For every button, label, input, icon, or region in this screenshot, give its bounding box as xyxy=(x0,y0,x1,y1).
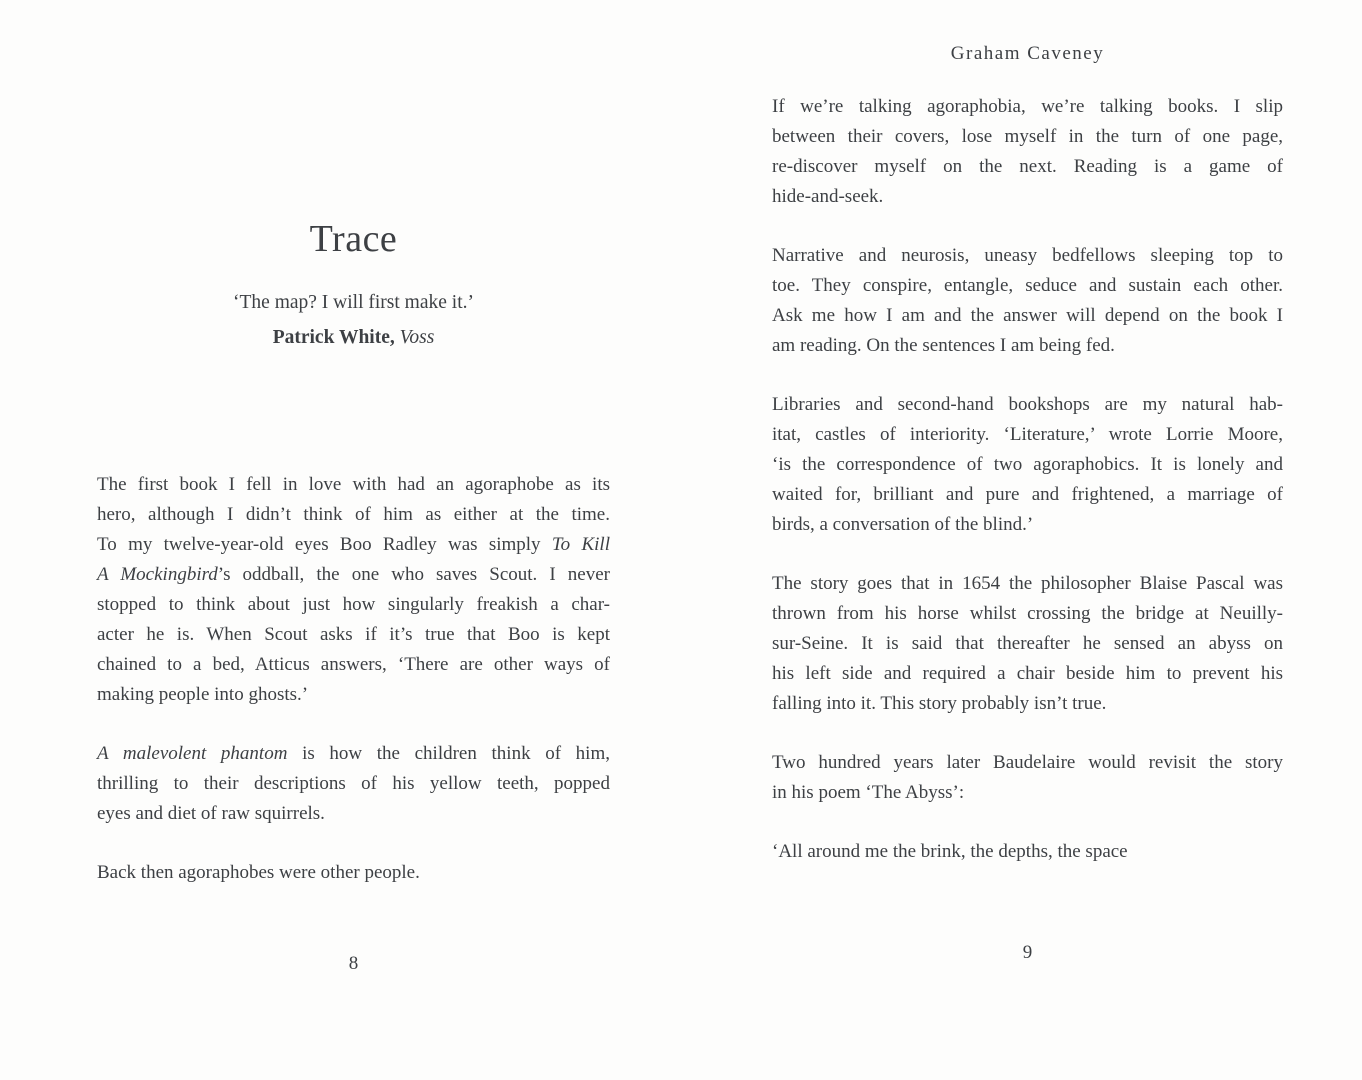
text-line: stopped to think about just how singularly freakish a char- xyxy=(97,594,610,615)
text-line: itat, castles of interiority. ‘Literature,’ wrote Lorrie Moore, xyxy=(772,424,1283,445)
text-line: sur-Seine. It is said that thereafter he sensed an abyss on xyxy=(772,633,1283,654)
paragraph xyxy=(772,569,1283,719)
paragraph xyxy=(772,241,1283,361)
text-line: ‘All around me the brink, the depths, the space xyxy=(772,841,1128,862)
text-line: his left side and required a chair beside him to prevent his xyxy=(772,663,1283,684)
text-line: waited for, brilliant and pure and frightened, a marriage of xyxy=(772,484,1283,505)
running-header: Graham Caveney xyxy=(950,43,1105,64)
epigraph xyxy=(97,288,610,353)
paragraph xyxy=(772,390,1283,540)
text-line: falling into it. This story probably isn’t true. xyxy=(772,693,1107,714)
text-line: A Mockingbird’s oddball, the one who saves Scout. I never xyxy=(97,564,611,585)
text-line: hide-and-seek. xyxy=(772,186,884,207)
paragraph xyxy=(97,739,610,829)
text-line: The story goes that in 1654 the philosopher Blaise Pascal was xyxy=(772,573,1283,594)
paragraph xyxy=(772,837,1283,867)
text-line: thrilling to their descriptions of his yellow teeth, popped xyxy=(97,773,610,794)
text-line: thrown from his horse whilst crossing the bridge at Neuilly- xyxy=(772,603,1283,624)
paragraph xyxy=(772,748,1283,808)
right-page xyxy=(772,0,1283,1080)
text-line: To my twelve-year-old eyes Boo Radley was simply To Kill xyxy=(97,534,610,555)
text-line: re-discover myself on the next. Reading is a game of xyxy=(772,156,1283,177)
right-page-body xyxy=(772,92,1283,896)
text-line: ‘is the correspondence of two agoraphobics. It is lonely and xyxy=(772,454,1283,475)
text-line: Back then agoraphobes were other people. xyxy=(97,862,420,883)
text-line: hero, although I didn’t think of him as either at the time. xyxy=(97,504,610,525)
paragraph xyxy=(97,470,610,710)
page-number-right: 9 xyxy=(1022,942,1033,963)
paragraph xyxy=(772,92,1283,212)
text-line: making people into ghosts.’ xyxy=(97,684,309,705)
left-page xyxy=(97,0,610,1080)
text-line: in his poem ‘The Abyss’: xyxy=(772,782,965,803)
text-line: between their covers, lose myself in the turn of one page, xyxy=(772,126,1283,147)
text-line: Ask me how I am and the answer will depend on the book I xyxy=(772,305,1283,326)
text-line: toe. They conspire, entangle, seduce and sustain each other. xyxy=(772,275,1283,296)
text-line: birds, a conversation of the blind.’ xyxy=(772,514,1034,535)
epigraph-quote: ‘The map? I will first make it.’ xyxy=(233,292,474,313)
page-number-left: 8 xyxy=(348,953,359,974)
left-page-body xyxy=(97,470,610,917)
paragraph xyxy=(97,858,610,888)
text-line: If we’re talking agoraphobia, we’re talking books. I slip xyxy=(772,96,1283,117)
text-line: A malevolent phantom is how the children think of him, xyxy=(97,743,610,764)
text-line: Narrative and neurosis, uneasy bedfellows sleeping top to xyxy=(772,245,1283,266)
text-line: acter he is. When Scout asks if it’s true that Boo is kept xyxy=(97,624,610,645)
text-line: chained to a bed, Atticus answers, ‘There are other ways of xyxy=(97,654,610,675)
chapter-title: Trace xyxy=(309,218,398,260)
text-line: Two hundred years later Baudelaire would revisit the story xyxy=(772,752,1283,773)
epigraph-work-title: Voss xyxy=(399,327,435,348)
epigraph-author: Patrick White, xyxy=(272,327,395,348)
text-line: am reading. On the sentences I am being fed. xyxy=(772,335,1115,356)
text-line: The first book I fell in love with had an agoraphobe as its xyxy=(97,474,610,495)
epigraph-attribution xyxy=(97,323,610,353)
text-line: eyes and diet of raw squirrels. xyxy=(97,803,325,824)
text-line: Libraries and second-hand bookshops are my natural hab- xyxy=(772,394,1283,415)
